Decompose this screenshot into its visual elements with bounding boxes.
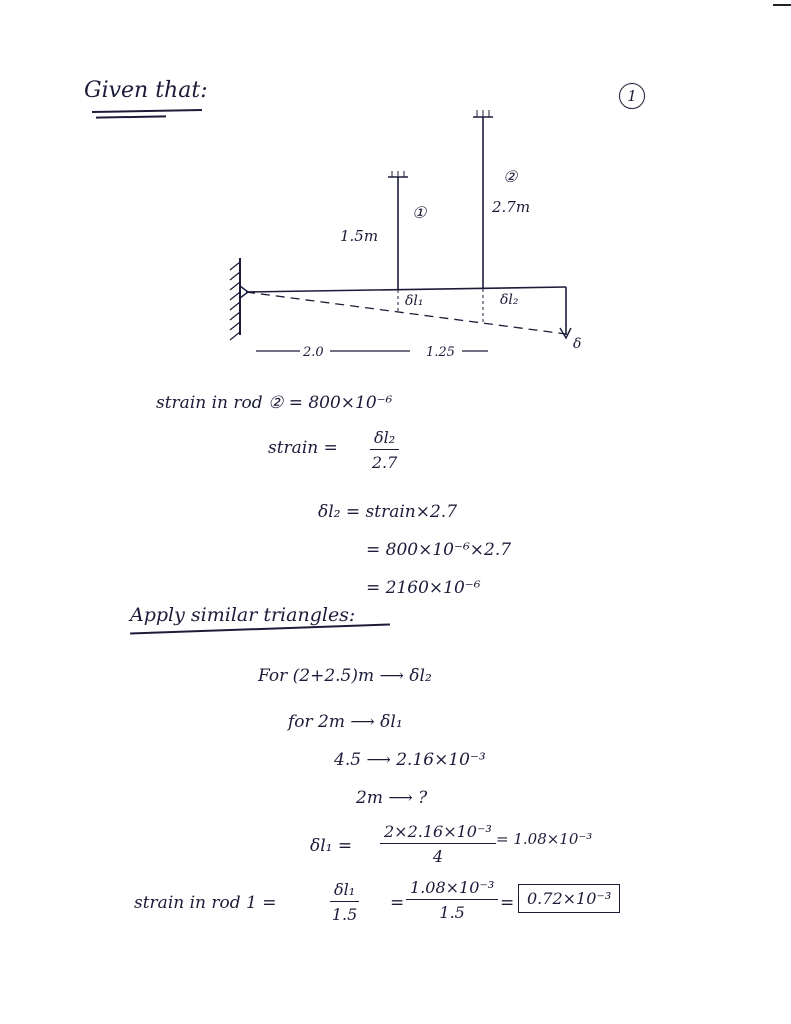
final-fraction-2 — [406, 878, 498, 922]
end-deflection-label: δ — [573, 336, 582, 352]
rod-1-support-hatch — [392, 171, 404, 177]
final-lhs: strain in rod 1 = — [134, 893, 277, 913]
calc-numerator: 2×2.16×10⁻³ — [380, 822, 496, 844]
final-equals: = — [390, 893, 405, 913]
rod-2-marker: ② — [503, 167, 518, 186]
strain-fraction — [370, 428, 399, 472]
heading-given-that: Given that: — [84, 78, 208, 103]
final-fraction-1-numerator: δl₁ — [330, 880, 359, 902]
step-1: δl₂ = strain×2.7 — [318, 502, 458, 522]
calc-fraction — [380, 822, 496, 866]
triangle-line-1: For (2+2.5)m ⟶ δl₂ — [258, 666, 432, 686]
page-number-circle: 1 — [619, 83, 645, 109]
final-fraction-1 — [330, 880, 359, 924]
rod-2-support-hatch — [477, 110, 489, 117]
rod-2-length: 2.7m — [492, 198, 531, 216]
delta-2-label: δl₂ — [500, 292, 519, 308]
final-answer-box: 0.72×10⁻³ — [518, 884, 620, 913]
step-3: = 2160×10⁻⁶ — [366, 578, 481, 598]
calc-lhs: δl₁ = — [310, 836, 353, 856]
strain-denominator: 2.7 — [371, 453, 398, 472]
dimension-b-label: 1.25 — [426, 345, 455, 360]
final-equals-2: = — [500, 893, 515, 913]
final-fraction-2-numerator: 1.08×10⁻³ — [406, 878, 498, 900]
section-similar-triangles: Apply similar triangles: — [130, 604, 356, 626]
triangle-line-3: 4.5 ⟶ 2.16×10⁻³ — [334, 750, 486, 770]
calc-result: = 1.08×10⁻³ — [496, 830, 593, 848]
strain-numerator: δl₂ — [370, 428, 399, 450]
given-strain-line: strain in rod ② = 800×10⁻⁶ — [156, 393, 393, 413]
step-2: = 800×10⁻⁶×2.7 — [366, 540, 512, 560]
dimension-a-label: 2.0 — [303, 345, 324, 360]
rod-1-marker: ① — [412, 203, 427, 222]
rod-1-length: 1.5m — [340, 227, 379, 245]
triangle-line-4: 2m ⟶ ? — [356, 788, 428, 808]
strain-lhs: strain = — [268, 438, 338, 458]
final-fraction-1-denominator: 1.5 — [331, 905, 358, 924]
triangle-line-2: for 2m ⟶ δl₁ — [288, 712, 403, 732]
final-fraction-2-denominator: 1.5 — [439, 903, 465, 922]
wall-hatching — [230, 262, 240, 340]
calc-denominator: 4 — [432, 847, 444, 866]
delta-1-label: δl₁ — [405, 293, 424, 309]
